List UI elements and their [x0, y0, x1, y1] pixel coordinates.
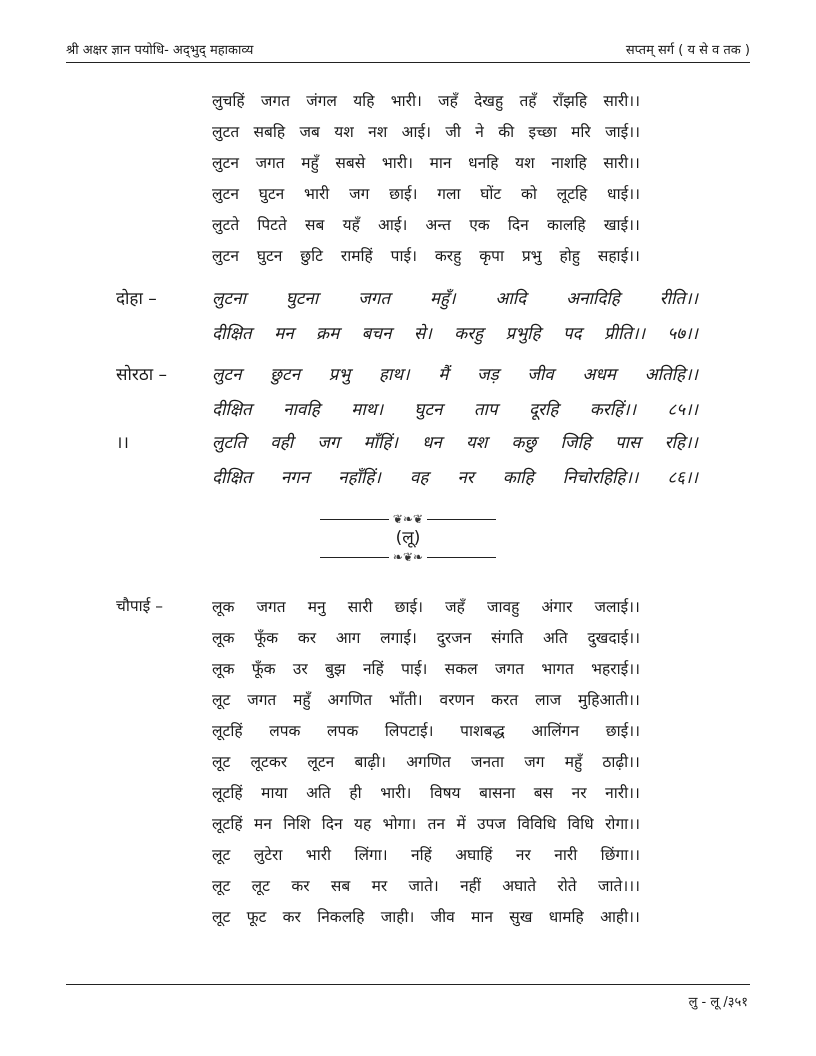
verse-word: नगन — [280, 468, 310, 488]
sortha-label: सोरठा – — [116, 365, 168, 385]
verse-word: तन — [427, 815, 446, 833]
verse-word: संगति — [491, 629, 524, 647]
header-book-title: श्री अक्षर ज्ञान पयोधि- अद्‌भुद्‌ महाकाव्य — [66, 43, 254, 58]
verse-word: हाथ। — [378, 365, 410, 385]
verse-word: कर — [297, 629, 317, 647]
verse-word: भोगा। — [382, 815, 417, 833]
verse-word: रहि।। — [664, 433, 698, 453]
sortha2-block — [116, 424, 698, 494]
verse-word: छिंगा।। — [600, 846, 640, 864]
verse-word: खाई।। — [603, 216, 640, 234]
verse-word: एक — [469, 216, 490, 234]
verse-word: घुटन — [414, 400, 443, 420]
verse-word: महुँ — [301, 154, 319, 172]
verse-word: करहु — [454, 324, 484, 344]
verse-word: छुटि — [300, 247, 323, 265]
verse-word: रीति।। — [659, 289, 698, 309]
verse-word: आई। — [378, 216, 408, 234]
verse-word: भाँती। — [388, 691, 423, 709]
verse-word: जावहु — [487, 598, 520, 616]
verse-word: लुटति — [212, 433, 247, 453]
verse-word: घुटना — [285, 289, 319, 309]
verse-word: लपक — [269, 722, 301, 740]
verse-word: फूँक — [251, 660, 276, 678]
verse-word: जंगल — [306, 92, 337, 110]
verse-word: लगाई। — [380, 629, 417, 647]
verse-word: बुझ — [325, 660, 346, 678]
verse-word: मैं — [438, 365, 449, 385]
verse-word: जग — [317, 433, 340, 453]
verse-word: को — [521, 185, 537, 203]
verse-word: निकलहि — [317, 908, 365, 926]
verse-word: लूट — [251, 877, 270, 895]
verse-word: जाही। — [380, 908, 415, 926]
verse-word: नहिं — [362, 660, 384, 678]
verse-word: लुटते — [212, 216, 240, 234]
doha-line — [116, 280, 698, 315]
verse-word: लुचहिं — [212, 92, 245, 110]
verse-word: इच्छा — [528, 123, 557, 141]
verse-word: आलिंगन — [531, 722, 580, 740]
footer-rule — [66, 984, 750, 985]
verse-word: जगत — [358, 289, 391, 309]
verse-word: घुटन — [256, 247, 283, 265]
sortha-block — [116, 356, 698, 426]
verse-word: ८५।। — [667, 400, 698, 420]
verse-word: सबहि — [253, 123, 286, 141]
verse-word: सुख — [509, 908, 533, 926]
verse-word: लिंगा। — [354, 846, 388, 864]
verse-word: दिन — [507, 216, 529, 234]
verse-line — [212, 210, 640, 241]
verse-word: बचन — [361, 324, 392, 344]
verse-word: राँझहि — [552, 92, 588, 110]
verse-word: भारी। — [390, 92, 422, 110]
verse-word: लाज — [535, 691, 562, 709]
verse-word: लुटन — [212, 154, 239, 172]
verse-word: लुटन — [212, 365, 242, 385]
verse-word: की — [498, 123, 515, 141]
header-chapter: सप्तम्‌ सर्ग ( य से व तक ) — [625, 43, 750, 58]
verse-word: नर — [571, 784, 587, 802]
verse-word: ८६।। — [667, 468, 698, 488]
sortha-line — [116, 391, 698, 426]
verse-word: उपज — [477, 815, 506, 833]
doha-label: दोहा – — [116, 289, 157, 309]
verse-word: छाई।। — [605, 722, 640, 740]
verse-line — [212, 871, 640, 902]
verse-word: लुटेरा — [253, 846, 283, 864]
verse-word: पाशबद्ध — [460, 722, 505, 740]
sortha-text — [212, 362, 698, 385]
verse-word: अघाहिं — [455, 846, 493, 864]
verse-word: लूट — [212, 877, 231, 895]
verse-word: लूटन — [307, 753, 335, 771]
verse-word: जाते। — [408, 877, 439, 895]
verse-word: जहँ — [445, 598, 465, 616]
verse-word: आदि — [495, 289, 527, 309]
verse-word: नश — [368, 123, 388, 141]
verse-word: दीक्षित — [212, 400, 252, 420]
verse-line — [212, 148, 640, 179]
verse-word: प्रभु — [328, 365, 351, 385]
verse-line — [212, 654, 640, 685]
verse-word: नावहि — [283, 400, 320, 420]
verse-word: पाई। — [401, 660, 428, 678]
verse-word: आग — [335, 629, 361, 647]
verse-word: प्रभुहि — [505, 324, 541, 344]
verse-word: माथ। — [351, 400, 384, 420]
verse-word: लूटहि — [556, 185, 588, 203]
verse-word: यश — [515, 154, 535, 172]
verse-word: अन्त — [425, 216, 451, 234]
verse-word: जिहि — [560, 433, 591, 453]
verse-word: अगणित — [327, 691, 373, 709]
verse-word: ने — [475, 123, 484, 141]
verse-word: प्रभु — [521, 247, 542, 265]
verse-word: यहि — [353, 92, 375, 110]
verse-word: विधि — [567, 815, 594, 833]
header-rule — [66, 62, 750, 63]
verse-word: क्रम — [316, 324, 340, 344]
verse-word: लुटन — [212, 247, 239, 265]
verse-word: रोगा।। — [605, 815, 640, 833]
page-header — [66, 38, 750, 60]
verse-line — [212, 716, 640, 747]
verse-word: कछु — [511, 433, 537, 453]
verse-word: जहँ — [438, 92, 458, 110]
sortha-text — [212, 397, 698, 420]
verse-word: दीक्षित — [212, 468, 252, 488]
verse-word: लूक — [212, 660, 235, 678]
verse-line — [212, 86, 640, 117]
verse-word: बाढ़ी। — [354, 753, 386, 771]
verse-word: अतिहि।। — [644, 365, 698, 385]
verse-word: लूटहिं — [212, 722, 243, 740]
verse-word: छाई। — [394, 598, 424, 616]
verse-word: ५७।। — [667, 324, 698, 344]
verse-word: घोंट — [480, 185, 502, 203]
verse-word: जगत — [494, 660, 525, 678]
verse-word: लूक — [212, 629, 235, 647]
verse-word: नहाँहिं। — [338, 468, 381, 488]
verse-word: यहँ — [342, 216, 360, 234]
verse-line — [212, 179, 640, 210]
verse-word: करहिं।। — [589, 400, 637, 420]
verse-word: छुटन — [270, 365, 301, 385]
verse-word: आही।। — [600, 908, 640, 926]
verse-word: यह — [354, 815, 372, 833]
verse-word: मुहिआती।। — [577, 691, 640, 709]
verses-bottom — [212, 592, 640, 933]
verse-word: रामहिं — [340, 247, 373, 265]
verse-word: जगत — [260, 92, 290, 110]
verse-word: सारी।। — [603, 154, 640, 172]
verse-word: माँहिं। — [363, 433, 398, 453]
verse-word: नारी — [554, 846, 578, 864]
verses-top — [212, 86, 640, 272]
verse-word: लूटहिं — [212, 815, 243, 833]
verse-word: लूटहिं — [212, 784, 243, 802]
verse-word: अति — [542, 629, 568, 647]
verse-word: लूट — [212, 846, 231, 864]
verse-word: पाई। — [390, 247, 417, 265]
verse-word: धाई।। — [607, 185, 640, 203]
verse-word: सब — [305, 216, 325, 234]
verse-word: मन — [274, 324, 294, 344]
verse-word: अगणित — [406, 753, 451, 771]
verse-word: घुटन — [258, 185, 285, 203]
verse-word: लूक — [212, 598, 235, 616]
verse-word: दिन — [321, 815, 343, 833]
verse-word: भहराई।। — [591, 660, 640, 678]
verse-word: करहु — [434, 247, 462, 265]
doha-text — [212, 286, 698, 309]
verse-word: आई। — [401, 123, 431, 141]
chaupai-label: चौपाई – — [116, 597, 163, 615]
verse-word: पद — [562, 324, 582, 344]
verse-word: मन — [253, 815, 272, 833]
verse-word: यश — [334, 123, 354, 141]
verse-word: निचोरहिहि।। — [562, 468, 639, 488]
verse-word: सबसे — [335, 154, 366, 172]
verse-line — [212, 778, 640, 809]
verse-word: वरणन — [439, 691, 475, 709]
verse-word: अघाते — [502, 877, 537, 895]
verse-word: करत — [491, 691, 519, 709]
verse-word: मान — [471, 908, 493, 926]
verse-word: तहँ — [519, 92, 537, 110]
verse-word: पिटते — [257, 216, 287, 234]
verse-word: जाते।।। — [597, 877, 640, 895]
verse-word: मरि — [571, 123, 591, 141]
verse-word: मर — [371, 877, 388, 895]
verse-word: जीव — [527, 365, 554, 385]
verse-word: बासना — [479, 784, 516, 802]
verse-word: महुँ। — [429, 289, 456, 309]
verse-word: कर — [291, 877, 310, 895]
verse-word: मान — [429, 154, 452, 172]
verse-line — [212, 685, 640, 716]
verse-word: जगत — [247, 691, 277, 709]
verse-word: जब — [299, 123, 320, 141]
verse-word: सब — [330, 877, 351, 895]
verse-word: नाशहि — [551, 154, 587, 172]
verse-word: नारी।। — [605, 784, 640, 802]
verse-word: ठाढ़ी।। — [602, 753, 640, 771]
sortha2-label: ।। — [116, 433, 129, 453]
verse-word: नर — [457, 468, 474, 488]
verse-line — [212, 592, 640, 623]
verse-word: कर — [282, 908, 301, 926]
verse-word: भारी। — [381, 154, 413, 172]
verse-word: सहाई।। — [597, 247, 640, 265]
verse-word: भारी। — [380, 784, 412, 802]
verse-word: ताप — [473, 400, 498, 420]
verse-word: जाई।। — [605, 123, 640, 141]
verse-word: लूटकर — [250, 753, 288, 771]
verse-line — [212, 117, 640, 148]
verse-word: देखहु — [474, 92, 504, 110]
verse-word: माया — [261, 784, 288, 802]
verse-word: विविधि — [517, 815, 557, 833]
verse-line — [212, 840, 640, 871]
sortha2-line — [116, 424, 698, 459]
verse-word: सारी — [347, 598, 373, 616]
verse-word: लुटना — [212, 289, 246, 309]
verse-word: धामहि — [548, 908, 584, 926]
verse-word: जग — [524, 753, 545, 771]
verse-word: नर — [515, 846, 531, 864]
verse-word: लिपटाई। — [384, 722, 434, 740]
section-ornament — [320, 512, 496, 564]
verse-word: जग — [349, 185, 370, 203]
verse-word: दूरहि — [528, 400, 559, 420]
verse-word: ही — [349, 784, 362, 802]
verse-word: छाई। — [389, 185, 418, 203]
verse-word: मनु — [307, 598, 326, 616]
verse-word: जगत — [256, 598, 286, 616]
verse-word: निशि — [283, 815, 311, 833]
verse-word: अनादिहि — [566, 289, 620, 309]
verse-word: जीव — [430, 908, 455, 926]
verse-word: प्रीति।। — [603, 324, 646, 344]
verse-word: फूट — [246, 908, 267, 926]
verse-word: यश — [465, 433, 488, 453]
verse-word: कालहि — [546, 216, 586, 234]
verse-word: विषय — [429, 784, 461, 802]
verse-word: दुरजन — [436, 629, 472, 647]
verse-line — [212, 809, 640, 840]
verse-word: महुँ — [293, 691, 311, 709]
verse-word: रोते — [557, 877, 577, 895]
section-title: (लू) — [395, 528, 421, 548]
verse-word: महुँ — [564, 753, 583, 771]
verse-word: जगत — [255, 154, 285, 172]
verse-word: सारी।। — [603, 92, 640, 110]
verse-word: लपक — [327, 722, 359, 740]
verse-word: उर — [292, 660, 308, 678]
verse-word: जी — [445, 123, 461, 141]
sortha2-line — [116, 459, 698, 494]
doha-block — [116, 280, 698, 350]
ornament-rule-top: ❦❧❦ — [320, 512, 496, 526]
verse-word: लुटन — [212, 185, 239, 203]
verse-word: दुखदाई।। — [587, 629, 640, 647]
verse-word: दीक्षित — [212, 324, 252, 344]
verse-word: जड़ — [476, 365, 499, 385]
verse-word: वही — [270, 433, 294, 453]
verse-word: गला — [437, 185, 461, 203]
verse-word: जनता — [471, 753, 505, 771]
verse-word: कृपा — [479, 247, 504, 265]
verse-word: धनहि — [468, 154, 499, 172]
doha-line — [116, 315, 698, 350]
verse-word: से। — [413, 324, 432, 344]
verse-word: बस — [533, 784, 554, 802]
sortha2-text — [212, 430, 698, 453]
ornament-rule-bottom: ❧❦❧ — [320, 550, 496, 564]
verse-word: वह — [409, 468, 429, 488]
verse-word: होहु — [559, 247, 580, 265]
verse-word: फूँक — [254, 629, 279, 647]
verse-word: जलाई।। — [594, 598, 640, 616]
verse-word: अति — [306, 784, 331, 802]
doha-text — [212, 321, 698, 344]
verse-word: लूट — [212, 908, 231, 926]
verse-word: भारी — [305, 846, 332, 864]
sortha2-text — [212, 465, 698, 488]
verse-word: भारी — [304, 185, 330, 203]
verse-word: लुटत — [212, 123, 240, 141]
verse-word: लूट — [212, 753, 231, 771]
verse-word: नहीं — [460, 877, 481, 895]
verse-word: अंगार — [541, 598, 573, 616]
verse-line — [212, 623, 640, 654]
verse-word: लूट — [212, 691, 231, 709]
verse-word: धन — [421, 433, 442, 453]
verse-line — [212, 747, 640, 778]
verse-line — [212, 902, 640, 933]
verse-word: भागत — [541, 660, 574, 678]
sortha-line — [116, 356, 698, 391]
verse-word: पास — [614, 433, 641, 453]
verse-line — [212, 241, 640, 272]
verse-word: नहिं — [410, 846, 432, 864]
verse-word: सकल — [444, 660, 478, 678]
verse-word: काहि — [502, 468, 534, 488]
verse-word: अधम — [582, 365, 616, 385]
verse-word: में — [456, 815, 466, 833]
page-footer: लु - लू /३५१ — [688, 995, 748, 1010]
